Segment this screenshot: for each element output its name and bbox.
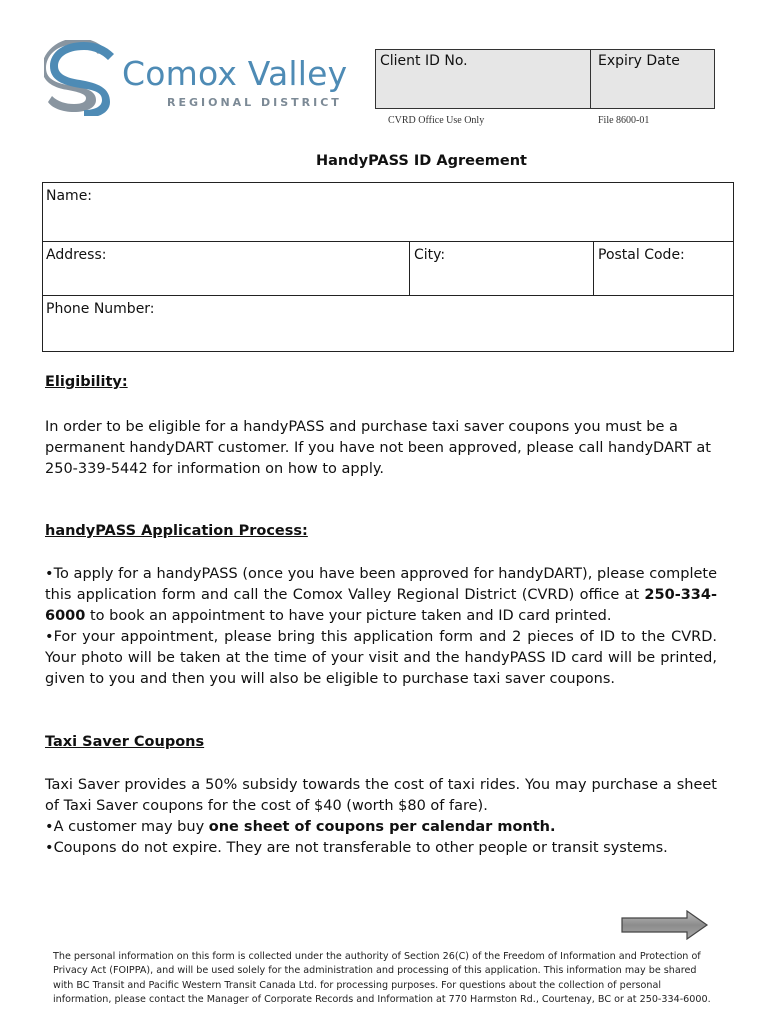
bullet-icon: • [45, 840, 54, 856]
bullet-text: Coupons do not expire. They are not transferable to other people or transit systems. [53, 840, 668, 856]
logo-subtitle: REGIONAL DISTRICT [167, 96, 342, 109]
bullet-text: To apply for a handyPASS (once you have been approved for handyDART), please complete this application form and call the Comox Valley Regional District (CVRD) office at [45, 566, 717, 603]
eligibility-line: permanent handyDART customer. If you have not been approved, please call handyDART at [45, 440, 711, 456]
logo-wordmark: Comox Valley [122, 54, 348, 93]
taxi-bullet [45, 838, 717, 859]
postal-code-field[interactable]: Postal Code: [598, 247, 685, 263]
bullet-text: to book an appointment to have your picture taken and ID card printed. [85, 608, 612, 624]
table-column-divider [593, 241, 594, 295]
office-use-note: CVRD Office Use Only [388, 115, 485, 126]
taxi-saver-intro: Taxi Saver provides a 50% subsidy towards the cost of taxi rides. You may purchase a sheet of Taxi Saver coupons for the cost of $40 (worth $80 of fare). [45, 777, 717, 814]
bullet-text: For your appointment, please bring this application form and 2 pieces of ID to the CVRD. Your photo will be taken at the time of your visit and the handyPASS ID card will be printed, given to you and then you will also be eligible to purchase taxi saver coupons. [45, 629, 717, 687]
taxi-saver-heading: Taxi Saver Coupons [45, 734, 205, 750]
cvrd-phone-number: 250-334-6000 [45, 587, 717, 624]
taxi-bullet [45, 817, 717, 838]
bullet-text: A customer may buy [53, 819, 209, 835]
table-column-divider [409, 241, 410, 295]
client-id-field[interactable]: Client ID No. [380, 53, 468, 69]
application-bullet [45, 627, 717, 690]
city-field[interactable]: City: [414, 247, 446, 263]
bullet-icon: • [45, 566, 54, 582]
file-number: File 8600-01 [598, 115, 650, 126]
form-title: HandyPASS ID Agreement [316, 153, 527, 169]
eligibility-heading: Eligibility: [45, 374, 128, 390]
privacy-notice: The personal information on this form is collected under the authority of Section 26(C) of the Freedom of Information and Protection of Privacy Act (FOIPPA), and will be used solely for the administration and processing of this application. This information may be shared with BC Transit and Pacific Western Transit Canada Ltd. for processing purposes. For questions about the collection of personal information, please contact the Manager of Corporate Records and Information at 770 Harmston Rd., Courtenay, BC or at 250-334-6000. [53, 951, 711, 1006]
application-process-heading: handyPASS Application Process: [45, 523, 308, 539]
bullet-icon: • [45, 819, 54, 835]
next-page-arrow-icon[interactable] [621, 910, 709, 940]
phone-number-field[interactable]: Phone Number: [46, 301, 155, 317]
name-field[interactable]: Name: [46, 188, 93, 204]
address-field[interactable]: Address: [46, 247, 107, 263]
office-box-divider [590, 49, 591, 109]
application-bullet [45, 564, 717, 627]
table-row-divider [42, 241, 734, 242]
eligibility-line: In order to be eligible for a handyPASS and purchase taxi saver coupons you must be a [45, 419, 678, 435]
expiry-date-field[interactable]: Expiry Date [598, 53, 680, 69]
eligibility-line: 250-339-5442 for information on how to apply. [45, 461, 384, 477]
bullet-emphasis: one sheet of coupons per calendar month. [208, 819, 556, 835]
applicant-info-table [42, 182, 734, 352]
bullet-icon: • [45, 629, 54, 645]
table-row-divider [42, 295, 734, 296]
